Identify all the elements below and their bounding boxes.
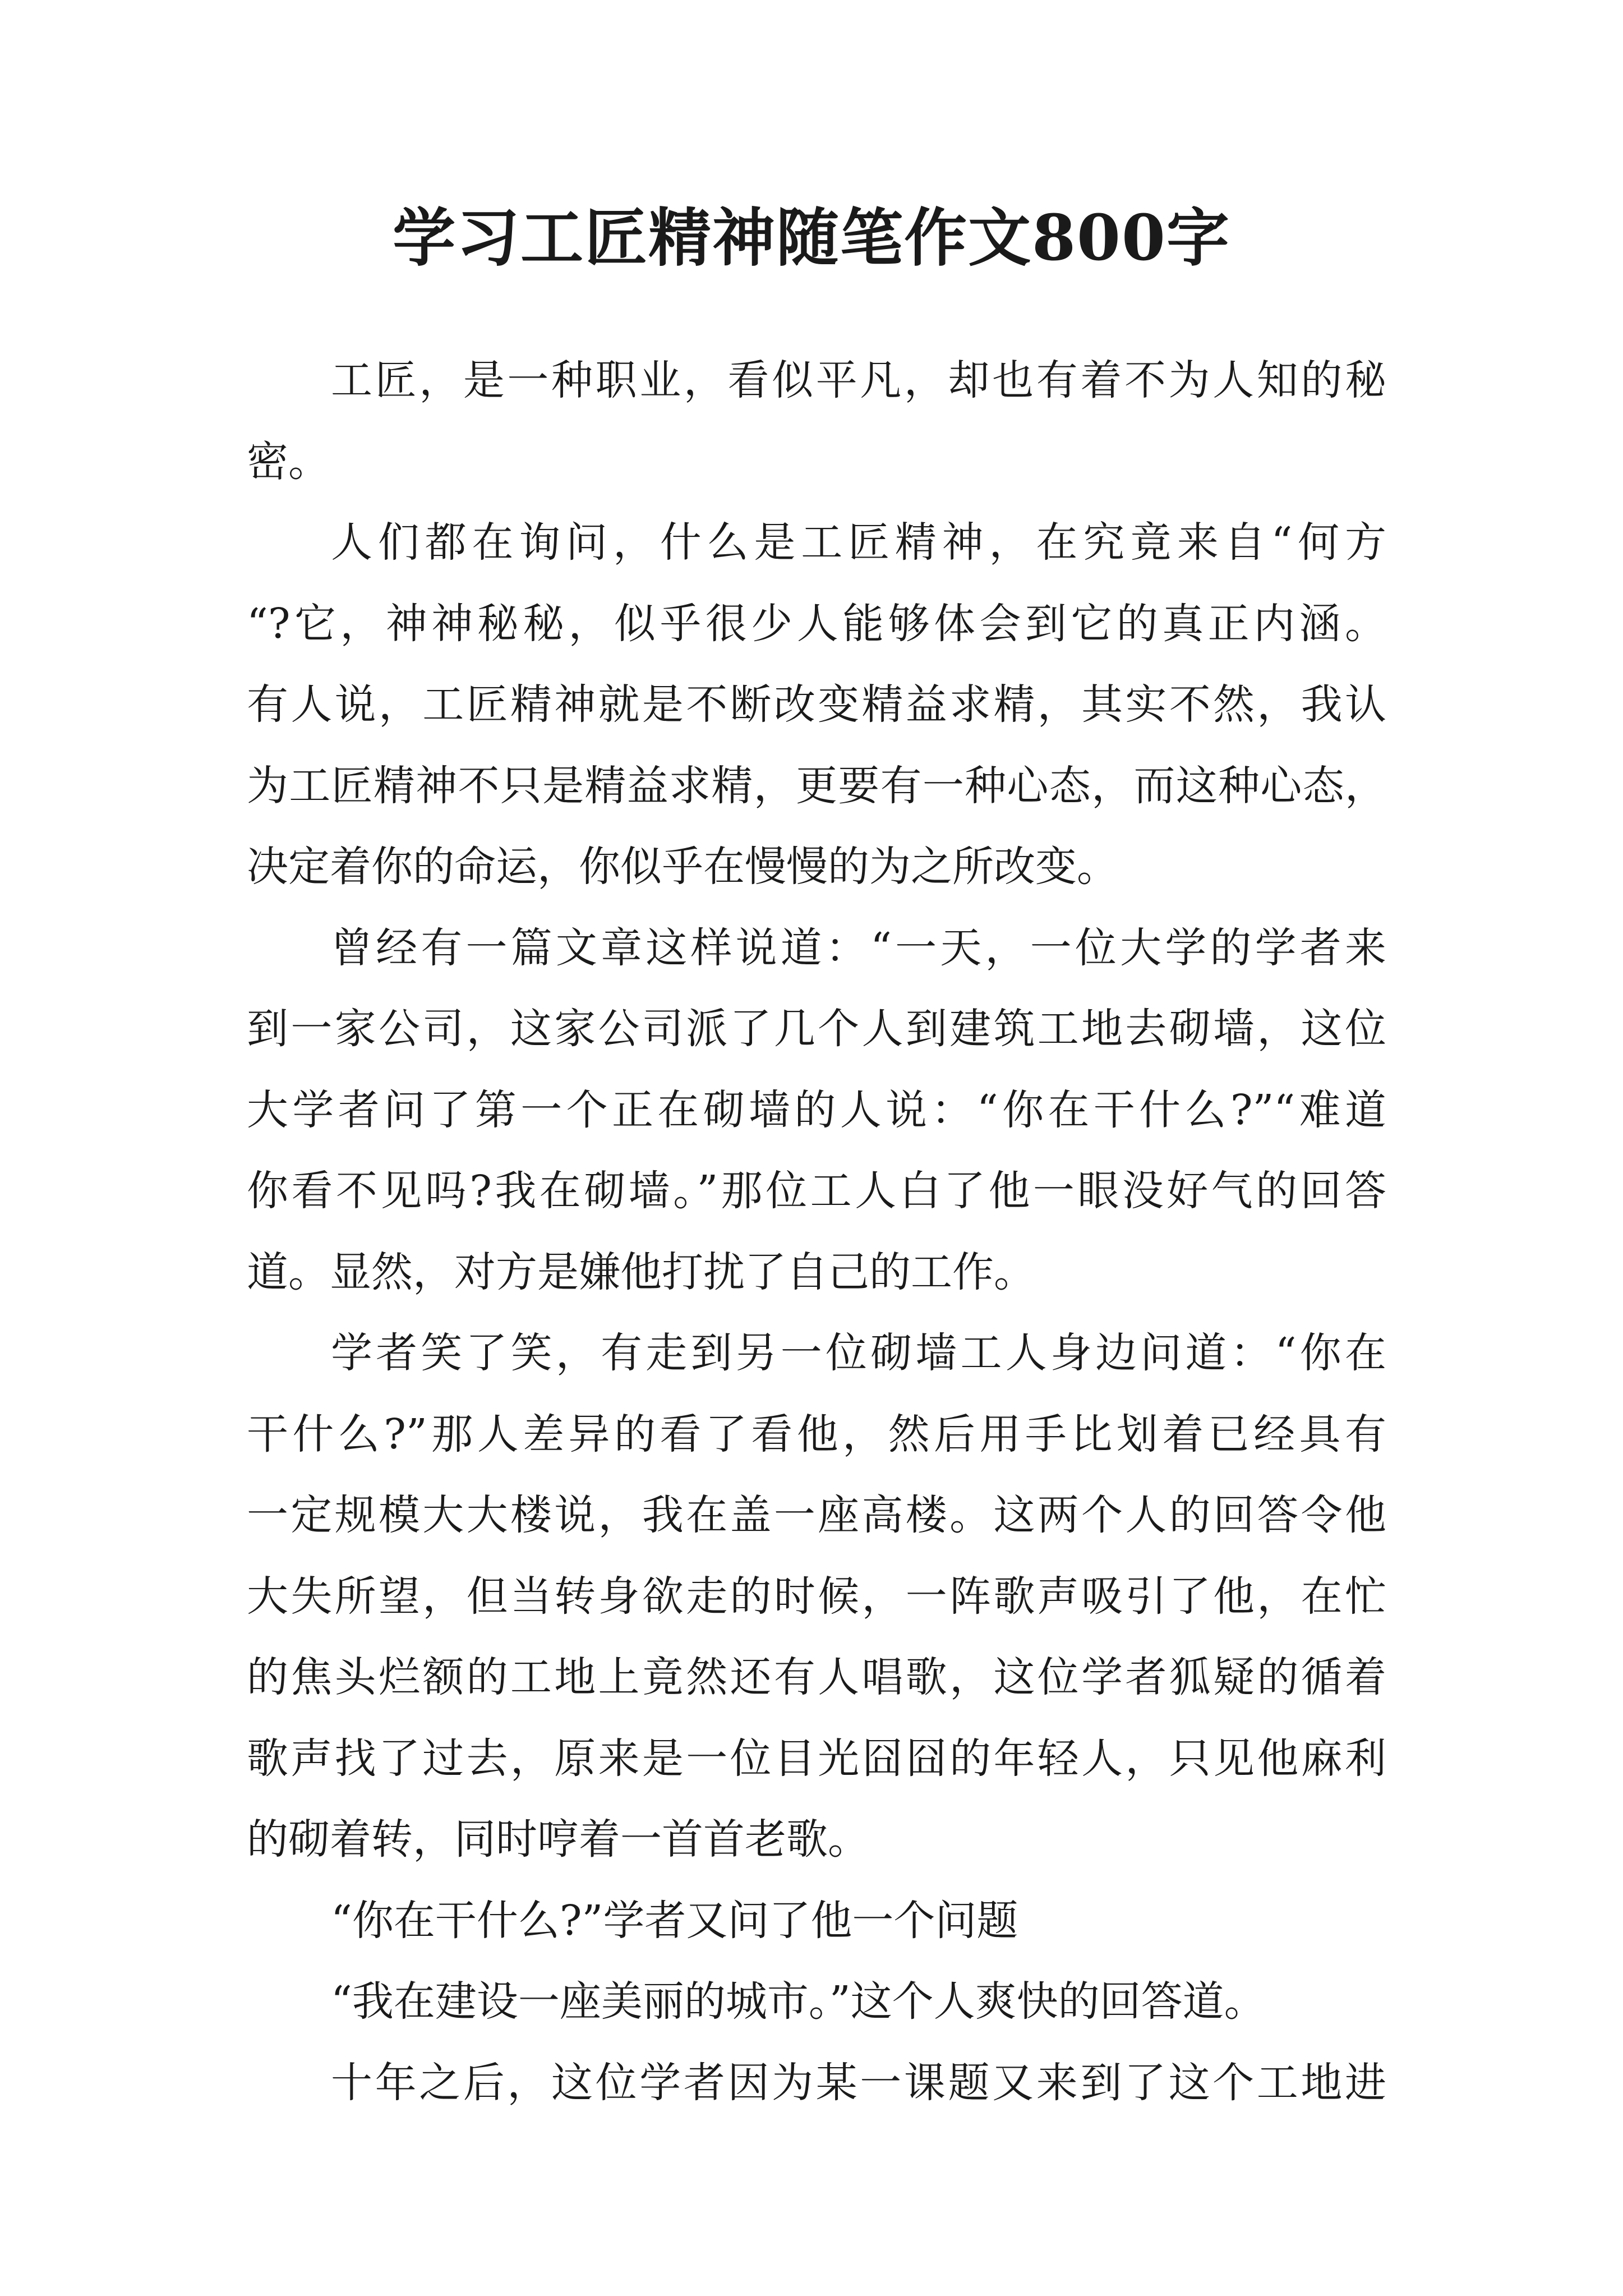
text-line: “我在建设一座美丽的城市。”这个人爽快的回答道。	[331, 1977, 1266, 2026]
text-line: 歌声找了过去，原来是一位目光囧囧的年轻人，只见他麻利	[247, 1734, 1386, 1783]
page-title: 学习工匠精神随笔作文800字	[393, 201, 1230, 275]
text-line: “?它，神神秘秘，似乎很少人能够体会到它的真正内涵。	[247, 599, 1386, 648]
text-line: 大失所望，但当转身欲走的时候，一阵歌声吸引了他，在忙	[247, 1572, 1386, 1621]
text-line: 决定着你的命运，你似乎在慢慢的为之所改变。	[247, 843, 1118, 891]
text-line: 学者笑了笑，有走到另一位砌墙工人身边问道：“你在	[331, 1329, 1386, 1377]
text-line: 工匠，是一种职业，看似平凡，却也有着不为人知的秘	[331, 356, 1386, 404]
text-line: 有人说，工匠精神就是不断改变精益求精，其实不然，我认	[247, 680, 1386, 729]
text-line: 到一家公司，这家公司派了几个人到建筑工地去砌墙，这位	[247, 1005, 1386, 1053]
text-line: 一定规模大大楼说，我在盖一座高楼。这两个人的回答令他	[247, 1491, 1386, 1539]
text-line: 为工匠精神不只是精益求精，更要有一种心态，而这种心态，	[247, 761, 1386, 810]
text-line: “你在干什么?”学者又问了他一个问题	[331, 1896, 1018, 1945]
text-line: 你看不见吗?我在砌墙。”那位工人白了他一眼没好气的回答	[247, 1167, 1386, 1215]
text-line: 大学者问了第一个正在砌墙的人说：“你在干什么?”“难道	[247, 1085, 1386, 1134]
text-line: 的砌着转，同时哼着一首首老歌。	[247, 1815, 869, 1864]
text-line: 道。显然，对方是嫌他打扰了自己的工作。	[247, 1248, 1035, 1296]
text-line: 曾经有一篇文章这样说道：“一天，一位大学的学者来	[331, 923, 1386, 972]
text-line: 的焦头烂额的工地上竟然还有人唱歌，这位学者狐疑的循着	[247, 1653, 1386, 1701]
article-body	[247, 340, 1386, 2123]
text-line: 人们都在询问，什么是工匠精神，在究竟来自“何方	[331, 518, 1386, 567]
text-line: 十年之后，这位学者因为某一课题又来到了这个工地进	[331, 2058, 1386, 2107]
text-line: 密。	[247, 437, 330, 486]
text-line: 干什么?”那人差异的看了看他，然后用手比划着已经具有	[247, 1410, 1386, 1458]
